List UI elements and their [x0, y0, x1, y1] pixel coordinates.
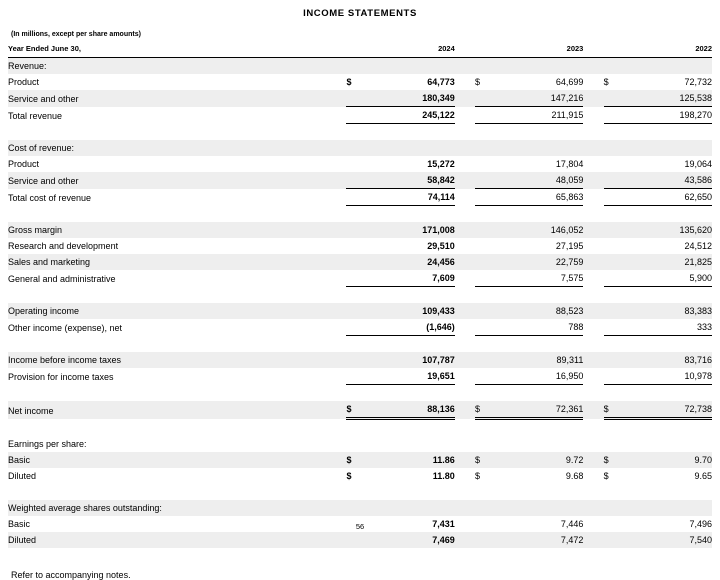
row-label: Net income	[8, 401, 346, 419]
cell-value	[624, 58, 712, 75]
currency-symbol	[475, 156, 495, 172]
cell-value: 7,469	[367, 532, 455, 548]
cell-value: 88,523	[495, 303, 583, 319]
cell-value: 7,472	[495, 532, 583, 548]
row-label: Service and other	[8, 172, 346, 189]
currency-symbol	[475, 238, 495, 254]
row-label: Operating income	[8, 303, 346, 319]
currency-symbol	[346, 90, 366, 107]
cell-value: 22,759	[495, 254, 583, 270]
document-page	[0, 8, 720, 580]
currency-symbol	[475, 58, 495, 75]
cell-value: 19,651	[367, 368, 455, 385]
currency-symbol: $	[475, 471, 481, 481]
currency-symbol	[475, 222, 495, 238]
column-gap	[583, 189, 603, 206]
column-gap	[583, 352, 603, 368]
table-row	[8, 140, 712, 156]
column-gap	[583, 254, 603, 270]
column-gap	[455, 401, 475, 419]
table-body	[8, 58, 712, 549]
cell-value: 125,538	[624, 90, 712, 107]
cell-value: 7,540	[624, 532, 712, 548]
column-gap	[583, 74, 603, 90]
currency-symbol	[604, 319, 624, 336]
cell-value: 788	[495, 319, 583, 336]
cell-value: 146,052	[495, 222, 583, 238]
spacer-row	[8, 287, 712, 304]
currency-symbol	[346, 172, 366, 189]
cell-value: 65,863	[495, 189, 583, 206]
cell-value: 7,496	[689, 519, 712, 529]
cell-value: 16,950	[495, 368, 583, 385]
currency-symbol: $	[603, 471, 609, 481]
column-gap	[455, 436, 475, 452]
table-header-row	[8, 41, 712, 58]
table-row	[8, 352, 712, 368]
cell-value: 27,195	[555, 241, 584, 251]
cell-value: 15,272	[427, 159, 455, 169]
table-row	[8, 270, 712, 287]
column-header-2: 2022	[624, 41, 712, 58]
cell-value: 9.68	[565, 471, 584, 481]
currency-symbol	[604, 270, 624, 287]
currency-symbol	[346, 352, 366, 368]
cell-value	[367, 58, 455, 75]
cell-value: 24,456	[367, 254, 455, 270]
column-gap	[583, 368, 603, 385]
column-gap	[583, 140, 603, 156]
column-gap	[583, 468, 603, 484]
cell-value: 89,311	[495, 352, 583, 368]
currency-symbol: $	[603, 77, 609, 87]
table-row	[8, 74, 712, 90]
cell-value: 29,510	[427, 241, 455, 251]
page-title: INCOME STATEMENTS	[303, 8, 417, 19]
column-header-0: 2024	[367, 41, 455, 58]
cell-value: 72,738	[624, 401, 712, 419]
row-label: Total revenue	[8, 110, 63, 121]
cell-value: 48,059	[495, 172, 583, 189]
currency-symbol	[475, 352, 495, 368]
column-gap	[583, 452, 603, 468]
currency-symbol	[346, 189, 366, 206]
currency-symbol	[346, 500, 366, 516]
cell-value: 11.80	[432, 471, 455, 481]
currency-symbol	[346, 368, 366, 385]
cell-value: 333	[624, 319, 712, 336]
currency-symbol	[475, 532, 495, 548]
table-row	[8, 500, 712, 516]
currency-symbol: $	[475, 77, 481, 87]
cell-value: 64,699	[555, 77, 584, 87]
row-label: Cost of revenue:	[8, 140, 346, 156]
column-gap	[583, 238, 603, 254]
currency-symbol	[604, 436, 624, 452]
table-row	[8, 468, 712, 484]
currency-symbol	[346, 222, 366, 238]
column-gap	[583, 156, 603, 172]
column-gap	[455, 58, 475, 75]
column-gap	[583, 107, 603, 124]
currency-symbol	[475, 189, 495, 206]
column-gap	[455, 532, 475, 548]
cell-value: 83,716	[624, 352, 712, 368]
cell-value: 58,842	[367, 172, 455, 189]
cell-value: 83,383	[624, 303, 712, 319]
column-gap	[455, 74, 475, 90]
cell-value: 245,122	[367, 107, 455, 124]
cell-value: 19,064	[684, 159, 712, 169]
currency-symbol	[604, 189, 624, 206]
cell-value: 74,114	[367, 189, 455, 206]
spacer-row	[8, 124, 712, 141]
currency-symbol: $	[604, 452, 624, 468]
column-gap	[583, 532, 603, 548]
cell-value	[367, 140, 455, 156]
row-label: Diluted	[8, 532, 346, 548]
cell-value: 7,609	[367, 270, 455, 287]
currency-symbol	[604, 238, 624, 254]
currency-symbol	[604, 352, 624, 368]
column-gap	[583, 172, 603, 189]
currency-symbol	[475, 319, 495, 336]
table-row	[8, 189, 712, 206]
column-gap	[455, 452, 475, 468]
table-row	[8, 222, 712, 238]
cell-value	[624, 500, 712, 516]
currency-symbol	[475, 254, 495, 270]
spacer-row	[8, 336, 712, 353]
currency-symbol	[346, 238, 366, 254]
cell-value: 24,512	[684, 241, 712, 251]
table-row	[8, 254, 712, 270]
table-row	[8, 58, 712, 75]
currency-symbol	[604, 140, 624, 156]
column-gap	[455, 500, 475, 516]
cell-value: 171,008	[367, 222, 455, 238]
column-gap	[583, 319, 603, 336]
table-row	[8, 107, 712, 124]
column-gap	[455, 254, 475, 270]
table-row	[8, 452, 712, 468]
row-label: Service and other	[8, 90, 346, 107]
cell-value: 7,575	[495, 270, 583, 287]
income-statement-table	[8, 41, 712, 548]
period-label: Year Ended June 30,	[8, 41, 346, 58]
cell-value: 11.86	[367, 452, 455, 468]
cell-value: 10,978	[624, 368, 712, 385]
currency-symbol	[346, 532, 366, 548]
column-gap	[455, 107, 475, 124]
currency-symbol	[604, 156, 624, 172]
column-gap	[455, 222, 475, 238]
currency-symbol	[346, 436, 366, 452]
cell-value	[367, 436, 455, 452]
row-label: Earnings per share:	[8, 439, 87, 449]
cell-value: 107,787	[367, 352, 455, 368]
currency-symbol	[604, 254, 624, 270]
currency-symbol: $	[346, 471, 352, 481]
cell-value	[624, 140, 712, 156]
row-label: Revenue:	[8, 58, 346, 75]
currency-symbol	[475, 368, 495, 385]
row-label: General and administrative	[8, 273, 116, 284]
currency-symbol	[346, 319, 366, 336]
column-gap	[455, 172, 475, 189]
cell-value: 72,732	[684, 77, 712, 87]
column-gap	[455, 238, 475, 254]
currency-symbol	[475, 436, 495, 452]
cell-value	[495, 500, 583, 516]
row-label: Product	[8, 77, 40, 87]
spacer-row	[8, 206, 712, 223]
units-note: (In millions, except per share amounts)	[11, 31, 141, 38]
currency-symbol	[475, 107, 495, 124]
currency-symbol	[604, 58, 624, 75]
currency-symbol	[475, 90, 495, 107]
cell-value: 17,804	[555, 159, 584, 169]
currency-symbol: $	[346, 401, 366, 419]
row-label: Basic	[8, 519, 31, 529]
row-label: Sales and marketing	[8, 254, 346, 270]
column-gap	[583, 222, 603, 238]
table-row	[8, 319, 712, 336]
cell-value: 180,349	[367, 90, 455, 107]
currency-symbol: $	[475, 401, 495, 419]
row-label: Diluted	[8, 471, 37, 481]
column-gap	[455, 368, 475, 385]
row-label: Provision for income taxes	[8, 371, 114, 382]
row-label: Product	[8, 159, 40, 169]
cell-value: 88,136	[367, 401, 455, 419]
page-number: 56	[355, 522, 365, 531]
row-label: Basic	[8, 452, 346, 468]
footnote: Refer to accompanying notes.	[11, 570, 131, 580]
cell-value: 7,446	[560, 519, 584, 529]
currency-symbol	[346, 156, 366, 172]
column-gap	[455, 303, 475, 319]
table-row	[8, 172, 712, 189]
currency-symbol	[604, 90, 624, 107]
currency-symbol	[346, 58, 366, 75]
cell-value: 9.65	[694, 471, 712, 481]
currency-symbol	[475, 270, 495, 287]
cell-value: 211,915	[495, 107, 583, 124]
row-label: Research and development	[8, 241, 119, 251]
cell-value: 198,270	[624, 107, 712, 124]
table-row	[8, 436, 712, 452]
cell-value: 43,586	[624, 172, 712, 189]
cell-value: 72,361	[495, 401, 583, 419]
currency-symbol	[346, 107, 366, 124]
currency-symbol: $	[346, 77, 352, 87]
currency-symbol	[475, 500, 495, 516]
cell-value: 21,825	[624, 254, 712, 270]
cell-value: 64,773	[427, 77, 455, 87]
currency-symbol	[604, 368, 624, 385]
column-gap	[455, 189, 475, 206]
currency-symbol	[604, 532, 624, 548]
column-gap	[455, 156, 475, 172]
cell-value: 135,620	[624, 222, 712, 238]
currency-symbol	[346, 254, 366, 270]
row-label: Gross margin	[8, 222, 346, 238]
currency-symbol	[475, 140, 495, 156]
spacer-row	[8, 419, 712, 437]
spacer-row	[8, 484, 712, 500]
table-row	[8, 401, 712, 419]
column-gap	[455, 319, 475, 336]
cell-value: 109,433	[367, 303, 455, 319]
cell-value: 7,431	[432, 519, 455, 529]
column-gap	[583, 401, 603, 419]
cell-value	[367, 500, 455, 516]
currency-symbol: $	[346, 452, 366, 468]
column-gap	[583, 58, 603, 75]
cell-value	[495, 436, 583, 452]
table-row	[8, 532, 712, 548]
column-gap	[455, 270, 475, 287]
row-label: Other income (expense), net	[8, 322, 123, 333]
currency-symbol	[475, 172, 495, 189]
table-row	[8, 90, 712, 107]
column-gap	[583, 436, 603, 452]
column-gap	[455, 90, 475, 107]
column-gap	[455, 468, 475, 484]
row-label: Weighted average shares outstanding:	[8, 500, 346, 516]
table-row	[8, 368, 712, 385]
column-header-1: 2023	[495, 41, 583, 58]
cell-value: 147,216	[495, 90, 583, 107]
cell-value: 5,900	[624, 270, 712, 287]
column-gap	[583, 270, 603, 287]
cell-value: 9.72	[495, 452, 583, 468]
column-gap	[455, 352, 475, 368]
cell-value: 9.70	[624, 452, 712, 468]
row-label: Total cost of revenue	[8, 192, 92, 203]
currency-symbol	[346, 303, 366, 319]
currency-symbol	[346, 140, 366, 156]
column-gap	[583, 500, 603, 516]
row-label: Income before income taxes	[8, 352, 346, 368]
cell-value	[624, 436, 712, 452]
currency-symbol	[346, 270, 366, 287]
currency-symbol	[604, 172, 624, 189]
currency-symbol: $	[604, 401, 624, 419]
table-row	[8, 238, 712, 254]
currency-symbol	[604, 107, 624, 124]
cell-value: 62,650	[624, 189, 712, 206]
spacer-row	[8, 385, 712, 402]
cell-value	[495, 58, 583, 75]
column-gap	[455, 140, 475, 156]
currency-symbol	[604, 222, 624, 238]
currency-symbol	[475, 303, 495, 319]
table-row	[8, 303, 712, 319]
currency-symbol: $	[475, 452, 495, 468]
cell-value	[495, 140, 583, 156]
currency-symbol	[604, 303, 624, 319]
table-row	[8, 156, 712, 172]
column-gap	[583, 90, 603, 107]
cell-value: (1,646)	[367, 319, 455, 336]
column-gap	[583, 303, 603, 319]
currency-symbol	[604, 500, 624, 516]
